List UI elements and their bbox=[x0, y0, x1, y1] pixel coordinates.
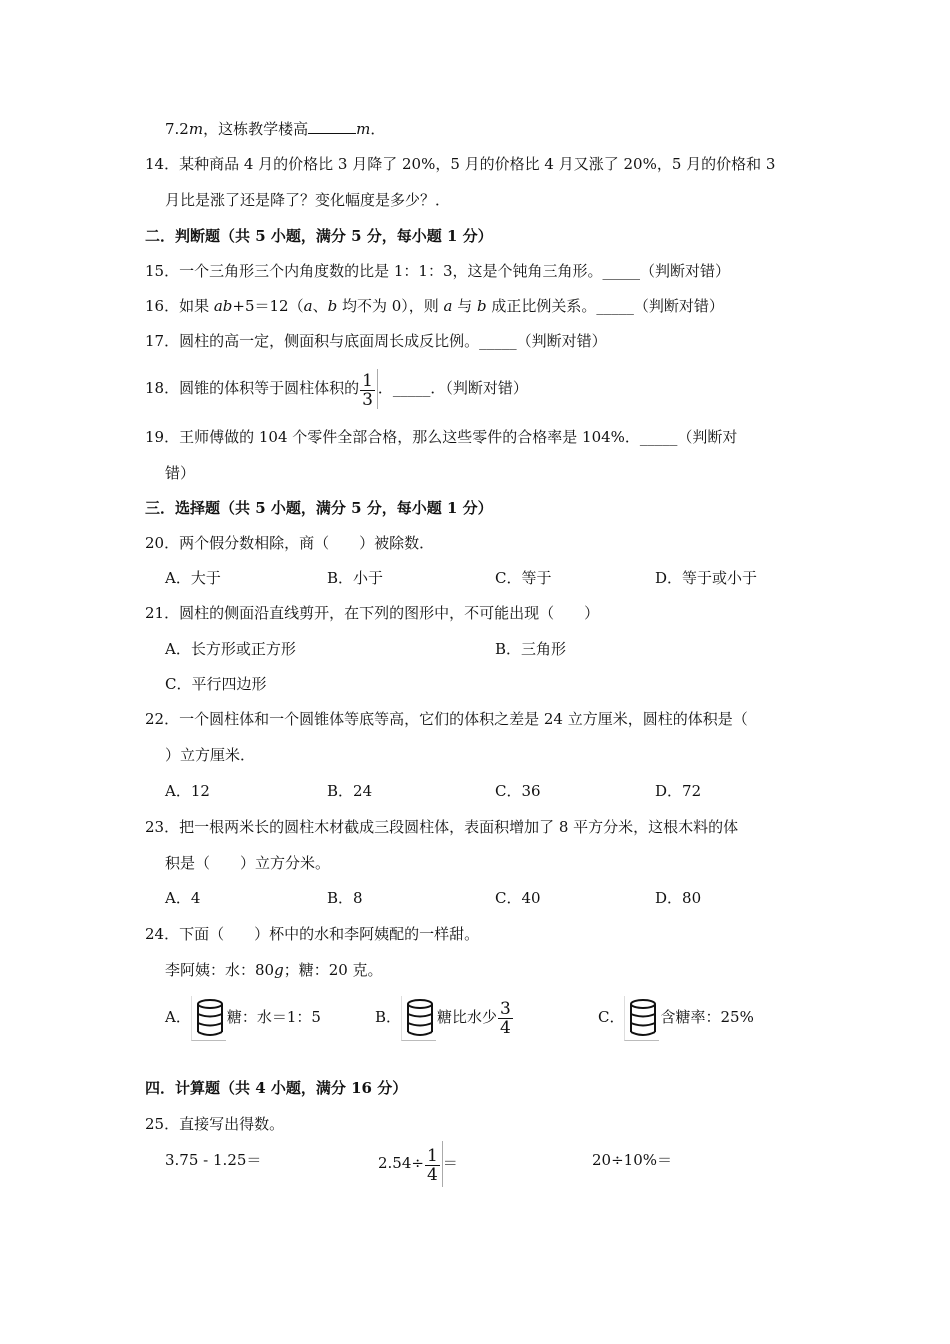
q21-stem: 21．圆柱的侧面沿直线剪开，在下列的图形中，不可能出现（ ） bbox=[145, 604, 600, 622]
q24-option-c-label: C． bbox=[598, 1008, 625, 1026]
q18-frac-den: 3 bbox=[362, 389, 373, 410]
q19-line-2: 错） bbox=[165, 464, 196, 482]
q13-unit-1: m bbox=[188, 120, 204, 138]
q24-stem: 24．下面（ ）杯中的水和李阿姨配的一样甜。 bbox=[145, 925, 480, 943]
q14-line-2: 月比是涨了还是降了？变化幅度是多少？． bbox=[165, 191, 451, 209]
q24-given bbox=[165, 960, 383, 980]
q25-expr-2-num: 1 bbox=[426, 1145, 438, 1166]
q20-option-d[interactable]: D．等于或小于 bbox=[655, 569, 758, 587]
q23-option-b[interactable]: B．8 bbox=[327, 889, 363, 907]
q22-line-2: ）立方厘米． bbox=[165, 746, 256, 764]
q20-option-b[interactable]: B．小于 bbox=[327, 569, 384, 587]
q13-prefix: 7.2 bbox=[165, 120, 189, 138]
q21-option-c[interactable]: C．平行四边形 bbox=[165, 675, 267, 693]
q22-line-1: 22．一个圆柱体和一个圆锥体等底等高，它们的体积之差是 24 立方厘米，圆柱的体积是（ bbox=[145, 710, 748, 728]
q25-expr-2-pre: 2.54÷ bbox=[378, 1154, 424, 1172]
q13-answer-blank[interactable] bbox=[308, 119, 356, 134]
cup-icon bbox=[191, 996, 226, 1041]
q24-given-p1: 李阿姨：水：80 bbox=[165, 961, 275, 979]
q22-option-c[interactable]: C．36 bbox=[495, 782, 541, 800]
q25-expr-2-den: 4 bbox=[426, 1164, 438, 1185]
q16-a2: a bbox=[443, 297, 453, 315]
q19-line-1: 19．王师傅做的 104 个零件全部合格，那么这些零件的合格率是 104%．_____（判断对 bbox=[145, 428, 738, 446]
q25-stem: 25．直接写出得数。 bbox=[145, 1115, 285, 1133]
q13-tail bbox=[165, 119, 385, 139]
q13-mid: ，这栋教学楼高 bbox=[203, 120, 309, 138]
q23-option-a[interactable]: A．4 bbox=[165, 889, 201, 907]
q20-stem: 20．两个假分数相除，商（ ）被除数． bbox=[145, 534, 435, 552]
q25-expr-2 bbox=[378, 1140, 458, 1187]
q25-expr-2-fraction bbox=[424, 1141, 443, 1187]
q23-option-c[interactable]: C．40 bbox=[495, 889, 541, 907]
q24-option-b-text: 糖比水少 bbox=[437, 1008, 498, 1026]
q18-fraction bbox=[359, 369, 378, 409]
q16-p5: 与 bbox=[452, 297, 478, 315]
q24-option-a-label: A． bbox=[165, 1008, 191, 1026]
q24-option-c-text: 含糖率：25% bbox=[660, 1008, 754, 1026]
q13-unit-2: m bbox=[356, 120, 371, 138]
q24-given-p2: ；糖：20 克。 bbox=[283, 961, 383, 979]
cup-icon bbox=[401, 996, 436, 1041]
q14-line-1: 14．某种商品 4 月的价格比 3 月降了 20%，5 月的价格比 4 月又涨了 20%，5 月的价格和 3 bbox=[145, 155, 776, 173]
section-2-heading: 二．判断题（共 5 小题，满分 5 分，每小题 1 分） bbox=[145, 227, 493, 245]
q16-ab: ab bbox=[213, 297, 233, 315]
q16 bbox=[145, 296, 724, 316]
q18-frac-num: 1 bbox=[362, 370, 373, 391]
q24-option-c[interactable] bbox=[598, 992, 754, 1042]
q22-option-b[interactable]: B．24 bbox=[327, 782, 373, 800]
q24-given-unit: g bbox=[274, 961, 284, 979]
q24-option-b-fraction bbox=[498, 1000, 513, 1037]
q24-option-a[interactable] bbox=[165, 992, 321, 1042]
q20-option-c[interactable]: C．等于 bbox=[495, 569, 552, 587]
q22-option-d[interactable]: D．72 bbox=[655, 782, 702, 800]
q16-p3: 、 bbox=[312, 297, 328, 315]
q25-expr-1: 3.75 - 1.25＝ bbox=[165, 1151, 262, 1169]
cup-icon bbox=[624, 996, 659, 1041]
section-4-heading: 四．计算题（共 4 小题，满分 16 分） bbox=[145, 1079, 408, 1097]
q22-option-a[interactable]: A．12 bbox=[165, 782, 210, 800]
q18 bbox=[145, 368, 528, 409]
q23-option-d[interactable]: D．80 bbox=[655, 889, 702, 907]
q18-after: ．_____．（判断对错） bbox=[377, 379, 528, 397]
q17: 17．圆柱的高一定，侧面积与底面周长成反比例。_____（判断对错） bbox=[145, 332, 607, 350]
q24-option-b[interactable] bbox=[375, 992, 514, 1042]
q24-option-b-num: 3 bbox=[500, 998, 511, 1019]
q15: 15．一个三角形三个内角度数的比是 1：1：3，这是个钝角三角形。_____（判断对错） bbox=[145, 262, 730, 280]
q16-p4: 均不为 0），则 bbox=[337, 297, 444, 315]
q24-option-b-label: B． bbox=[375, 1008, 402, 1026]
q18-text: 18．圆锥的体积等于圆柱体积的 bbox=[145, 379, 360, 397]
q25-expr-3: 20÷10%＝ bbox=[592, 1151, 672, 1169]
q16-p2: +5＝12（ bbox=[232, 297, 304, 315]
q21-option-b[interactable]: B．三角形 bbox=[495, 640, 567, 658]
q16-a: a bbox=[303, 297, 313, 315]
q24-option-b-den: 4 bbox=[500, 1017, 511, 1038]
q21-option-a[interactable]: A．长方形或正方形 bbox=[165, 640, 296, 658]
q20-option-a[interactable]: A．大于 bbox=[165, 569, 221, 587]
q24-option-a-text: 糖：水＝1：5 bbox=[226, 1008, 321, 1026]
section-3-heading: 三．选择题（共 5 小题，满分 5 分，每小题 1 分） bbox=[145, 499, 493, 517]
q23-line-2: 积是（ ）立方分米。 bbox=[165, 854, 331, 872]
q25-expr-2-post: ＝ bbox=[442, 1154, 458, 1172]
q16-b: b bbox=[327, 297, 338, 315]
q16-p1: 16．如果 bbox=[145, 297, 214, 315]
q16-b2: b bbox=[477, 297, 487, 315]
q23-line-1: 23．把一根两米长的圆柱木材截成三段圆柱体，表面积增加了 8 平方分米，这根木料的体 bbox=[145, 818, 739, 836]
q13-end: ． bbox=[370, 120, 386, 138]
q16-p6: 成正比例关系。_____（判断对错） bbox=[486, 297, 724, 315]
